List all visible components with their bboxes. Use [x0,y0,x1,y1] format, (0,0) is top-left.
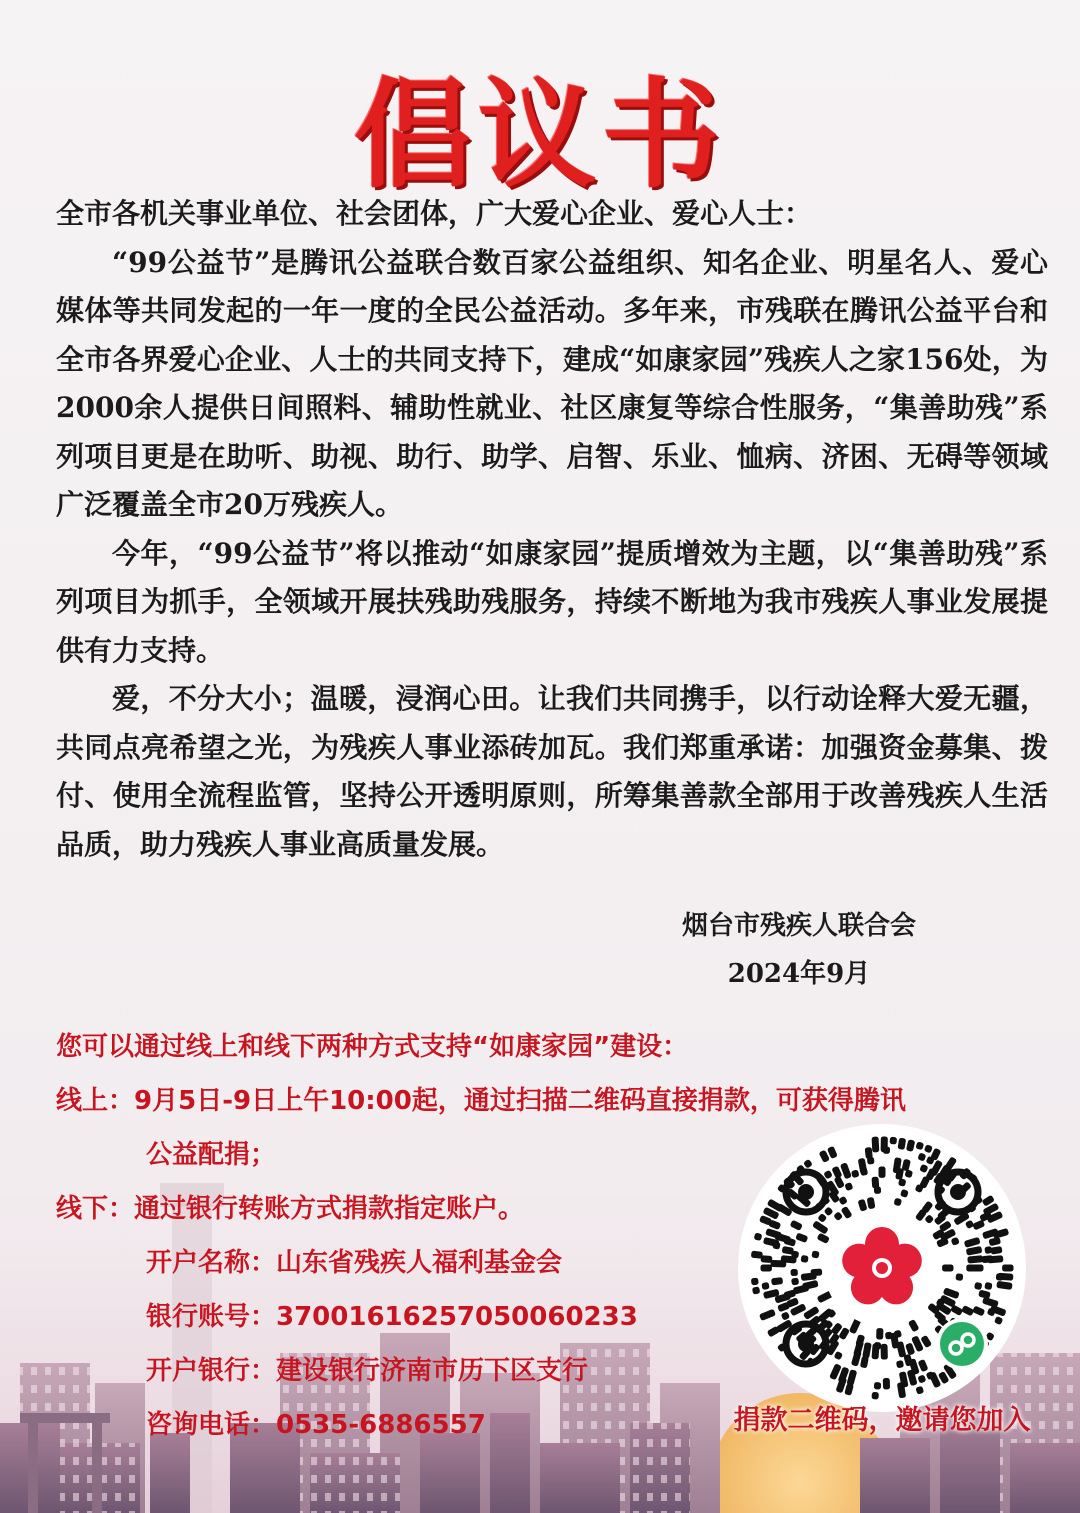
salutation: 全市各机关事业单位、社会团体，广大爱心企业、爱心人士： [56,197,813,230]
online-line [56,1074,1040,1128]
online-text-continued: 公益配捐； [146,1140,277,1170]
paragraph-1: “99公益节”是腾讯公益联合数百家公益组织、知名企业、明星名人、爱心媒体等共同发起的一年一度的全民公益活动。多年来，市残联在腾讯公益平台和全市各界爱心企业、人士的共同支持下，建成“如康家园”残疾人之家156处，为2000余人提供日间照料、辅助性就业、社区康复等综合性服务，“集善助残”系列项目更是在助听、助视、助行、助学、启智、乐业、恤病、济困、无碍等领域广泛覆盖全市20万残疾人。 [56,245,1048,521]
signature-date: 2024年9月 [727,959,871,989]
support-intro: 您可以通过线上和线下两种方式支持“如康家园”建设： [56,1032,689,1062]
phone-number: 咨询电话：0535-6886557 [146,1410,486,1440]
letter-body [56,190,1048,869]
signature-org: 烟台市残疾人联合会 [681,911,916,941]
account-name: 开户名称：山东省残疾人福利基金会 [146,1248,563,1278]
offline-line [56,1182,1040,1236]
paragraph-3: 爱，不分大小；温暖，浸润心田。让我们共同携手，以行动诠释大爱无疆，共同点亮希望之光，为残疾人事业添砖加瓦。我们郑重承诺：加强资金募集、拨付、使用全流程监管，坚持公开透明原则，所筹集善款全部用于改善残疾人生活品质，助力残疾人事业高质量发展。 [56,682,1048,861]
online-lead: 线上： [56,1086,135,1116]
support-info [56,1020,1040,1452]
bank-name: 开户银行：建设银行济南市历下区支行 [146,1356,589,1386]
online-text: 9月5日-9日上午10:00起，通过扫描二维码直接捐款，可获得腾讯 [134,1086,906,1116]
offline-text: 通过银行转账方式捐款指定账户。 [134,1194,525,1224]
qr-caption: 捐款二维码，邀请您加入 [733,1405,1031,1436]
offline-lead: 线下： [56,1194,135,1224]
account-number: 银行账号：37001616257050060233 [146,1302,638,1332]
paragraph-2: 今年，“99公益节”将以推动“如康家园”提质增效为主题，以“集善助残”系列项目为抓手，全领域开展扶残助残服务，持续不断地为我市残疾人事业发展提供有力支持。 [56,536,1048,667]
signature-block [682,902,916,998]
page-title: 倡议书 [353,66,726,204]
